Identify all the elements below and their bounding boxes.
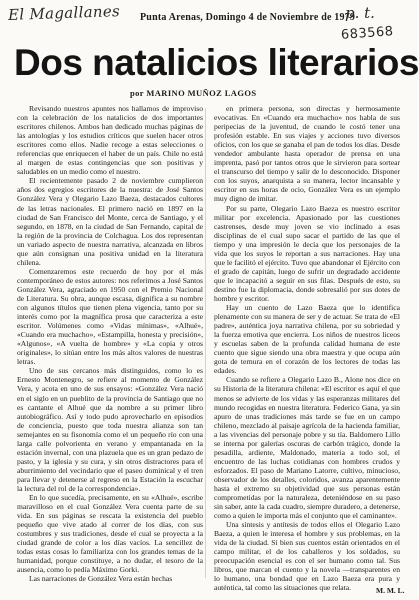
paragraph: Las narraciones de González Vera están hechas: [29, 574, 173, 584]
handwritten-initials: p. t.: [345, 4, 375, 22]
dateline: Punta Arenas, Domingo 4 de Noviembre de 1979: [140, 12, 356, 23]
paragraph: Comenzaremos este recuerdo de hoy por el más contemporáneo de estos autores: nos referimos a José Santos González Vera, agraciado en 1950 con el Premio Nacional de Literatura. Su obra, aunque escasa, dignifica a su nombre con algunos títulos que tienen plena vigencia, tanto por su interés como por la magnífica prosa que caracteriza a este escritor. Volúmenes como «Vidas mínimas», «Alhué», «Cuando era muchacho», «Estampilla, honesta y precisión», «Algunos», «A vuelta de hombre» y «La copia y otros originales», lo sitúan entre los más altos valores de nuestras letras.: [17, 266, 203, 367]
paragraph: Hay un cuento de Lazo Baeza que lo identifica plenamente con su manera de ser y de actuar. Se trata de «El padre», auténtica joya narrativa chilena, por su sobriedad y la fuerza emotiva que encierra. Los niños de nuestros liceos y escuelas saben de la profunda calidad humana de este cuento que sigue siendo una obra maestra y que ocupa aún gota de ternura en el corazón de los lectores de todas las edades.: [214, 303, 400, 376]
paragraph: En lo que sucedía, precisamente, en su «Alhué», escribe maravilloso en el cual González Vera cuenta parte de su vida. En sus páginas se rescata la existencia del pueblo pequeño que vive atado al correr de los días, con sus costumbres y sus tradiciones, desde el cual se proyecta a la ciudad grande de color a los días vacíos. La sencillez de todas estas cosas lo familiariza con los grandes temas de la humanidad, porque constituye, a no dudar, el tesoro de la ausencia, como lo pedía Máximo Gorki.: [17, 493, 203, 575]
handwritten-source-note: El Magallanes: [7, 2, 121, 24]
paragraph: Cuando se refiere a Olegario Lazo B., Alone nos dice en su Historia de la literatura chilena: «El escritor es aquí el que menos se advierte de los vidas y las esperanzas militares del mundo recogidas en nuestra literatura. Federico Gana, ya sin apuro de unas tradiciones más tarde se fue en un campo chileno, mezclado al paisaje agrícola de la hacienda familiar, a las vivencias del personaje pobre y su tía. Baldomero Lillo se interna por galerías oscuras de carbón trágico, donde la pesadilla, ardiente, Maldonado, materia a todo sol, el encuentro de las luchas cotidianas con hombres crudos y esforzados. El paso de Mariano Latorre, cultivo, minucioso, observador de los detalles, coloridos, avanza aparentemente hasta el extremo su objetividad que sus personas están comprometidas por la naturaleza, deteniéndose en su paso sin saber, ante la cada cuadro, siempre duradero, a detenerse, como a quien le importa más el conjunto que el caminante».: [214, 375, 400, 521]
headline: Dos natalicios literarios: [14, 42, 419, 83]
author-signature: M. M. L.: [376, 586, 405, 595]
paragraph: Revisando nuestros apuntes nos hallamos de improviso con la celebración de los natalicios de dos importantes escritores chilenos. Ambos han dedicado muchas páginas de las antologías y los estudios críticos que suelen hacer otros escritores como ellos. Nadie recoge a estas selecciones o referencias que enriquecen el haber de un país. Chile no está al margen de estas contingencias que son positivas y saludables en un medio como el nuestro.: [17, 104, 203, 177]
paragraph: Uno de sus cercanos más distinguidos, como lo es Ernesto Montenegro, se refiere al momento de González Vera, y acota en uno de sus ensayos: «González Vera nació en el siglo en un pueblito de la provincia de Santiago que no es cantante el Alhué que da nombre a su primer libro autobiográfico. Así y todo pudo aprovecharlo en episodios de conciencia, puesto que toda nuestra alianza son tan semejantes en su fisonomía como el un pequeño río con una larga calle polvorienta en verano y empantanada en la estación invernal, con una plazuela que es un gran pedazo de pasto, y la iglesia y su cura, y sin otros distractores para el aburrimiento del vecindario que el paseo dominical y el tren para llevar y detenerse al regreso en la Estación la escuchar la lectura del rol de la correspondencia».: [17, 366, 203, 493]
handwritten-archive-number: 683568: [340, 24, 395, 43]
column-divider: [205, 108, 206, 578]
paragraph: en primera persona, son directas y hermosamente evocativas. En «Cuando era muchacho» nos habla de sus peripecias de la juventud, de cuando le costó tener una profesión estable. En sus viajes y acciones tuvo diversos oficios, con los que se ganaba el pan de todos los días. Desde vendedor ambulante hasta operador de prensa en una imprenta, pasó por tantos otros que le sirvieron para sortear el transcurso del tiempo y salir de lo desconocido. Disponer con los suyos, anarquista a su manera, lector incansable y escritor en sus horas de ocio, González Vera es un ejemplo muy digno de imitar.: [214, 104, 401, 204]
paragraph: El recientemente pasado 2 de noviembre cumplieron años dos egregios escritores de la nuestra: de José Santos González Vera y Olegario Lazo Baeza, destacados cultores de las letras nacionales. El primero nació en 1897 en la ciudad de San Francisco del Monte, cerca de Santiago, y el segundo, en 1878, en la ciudad de San Fernando, capital de la región de la provincia de Colchagua. Los dos representan un variado aspecto de nuestra narrativa, alcanzada en libros que aún consignan una positiva unidad en la literatura chilena.: [17, 176, 203, 267]
byline: por MARINO MUÑOZ LAGOS: [130, 88, 257, 98]
paragraph: Por su parte, Olegario Lazo Baeza es nuestro escritor militar por excelencia. Apasionado por las cuestiones castrenses, desde muy joven se vio inclinado a esas disciplinas de el cual supo sacar el partido de las que el tiempo y una impresión le decía que los personajes de la vida que los suyos le reportan a sus narraciones. Hay una que le facilitó el ejército. Tuvo que abandonar el Ejército con el grado de capitán, luego de sufrir un degradado accidente que le incapacitó a seguir en sus filas. Después de esto, su destino fue la diplomacia, donde sobresalió por sus dotes de hombre y escritor.: [214, 203, 400, 303]
article-column-left: [17, 104, 203, 586]
paragraph: Una síntesis y antítesis de todos ellos el Olegario Lazo Baeza, a quien le interesa el hombre y sus problemas, en la vida de la ciudad. Si bien sus cuentos están orientados en el campo militar, el de los caballeros y los soldados, su preocupación esencial es con el ser humano como tal. Sus libros, que marcan el cuento y la novela —transparentes en lo humano, una bondad que en Lazo Baeza era pura y auténtica, tal como las situaciones que relata.: [214, 520, 400, 593]
